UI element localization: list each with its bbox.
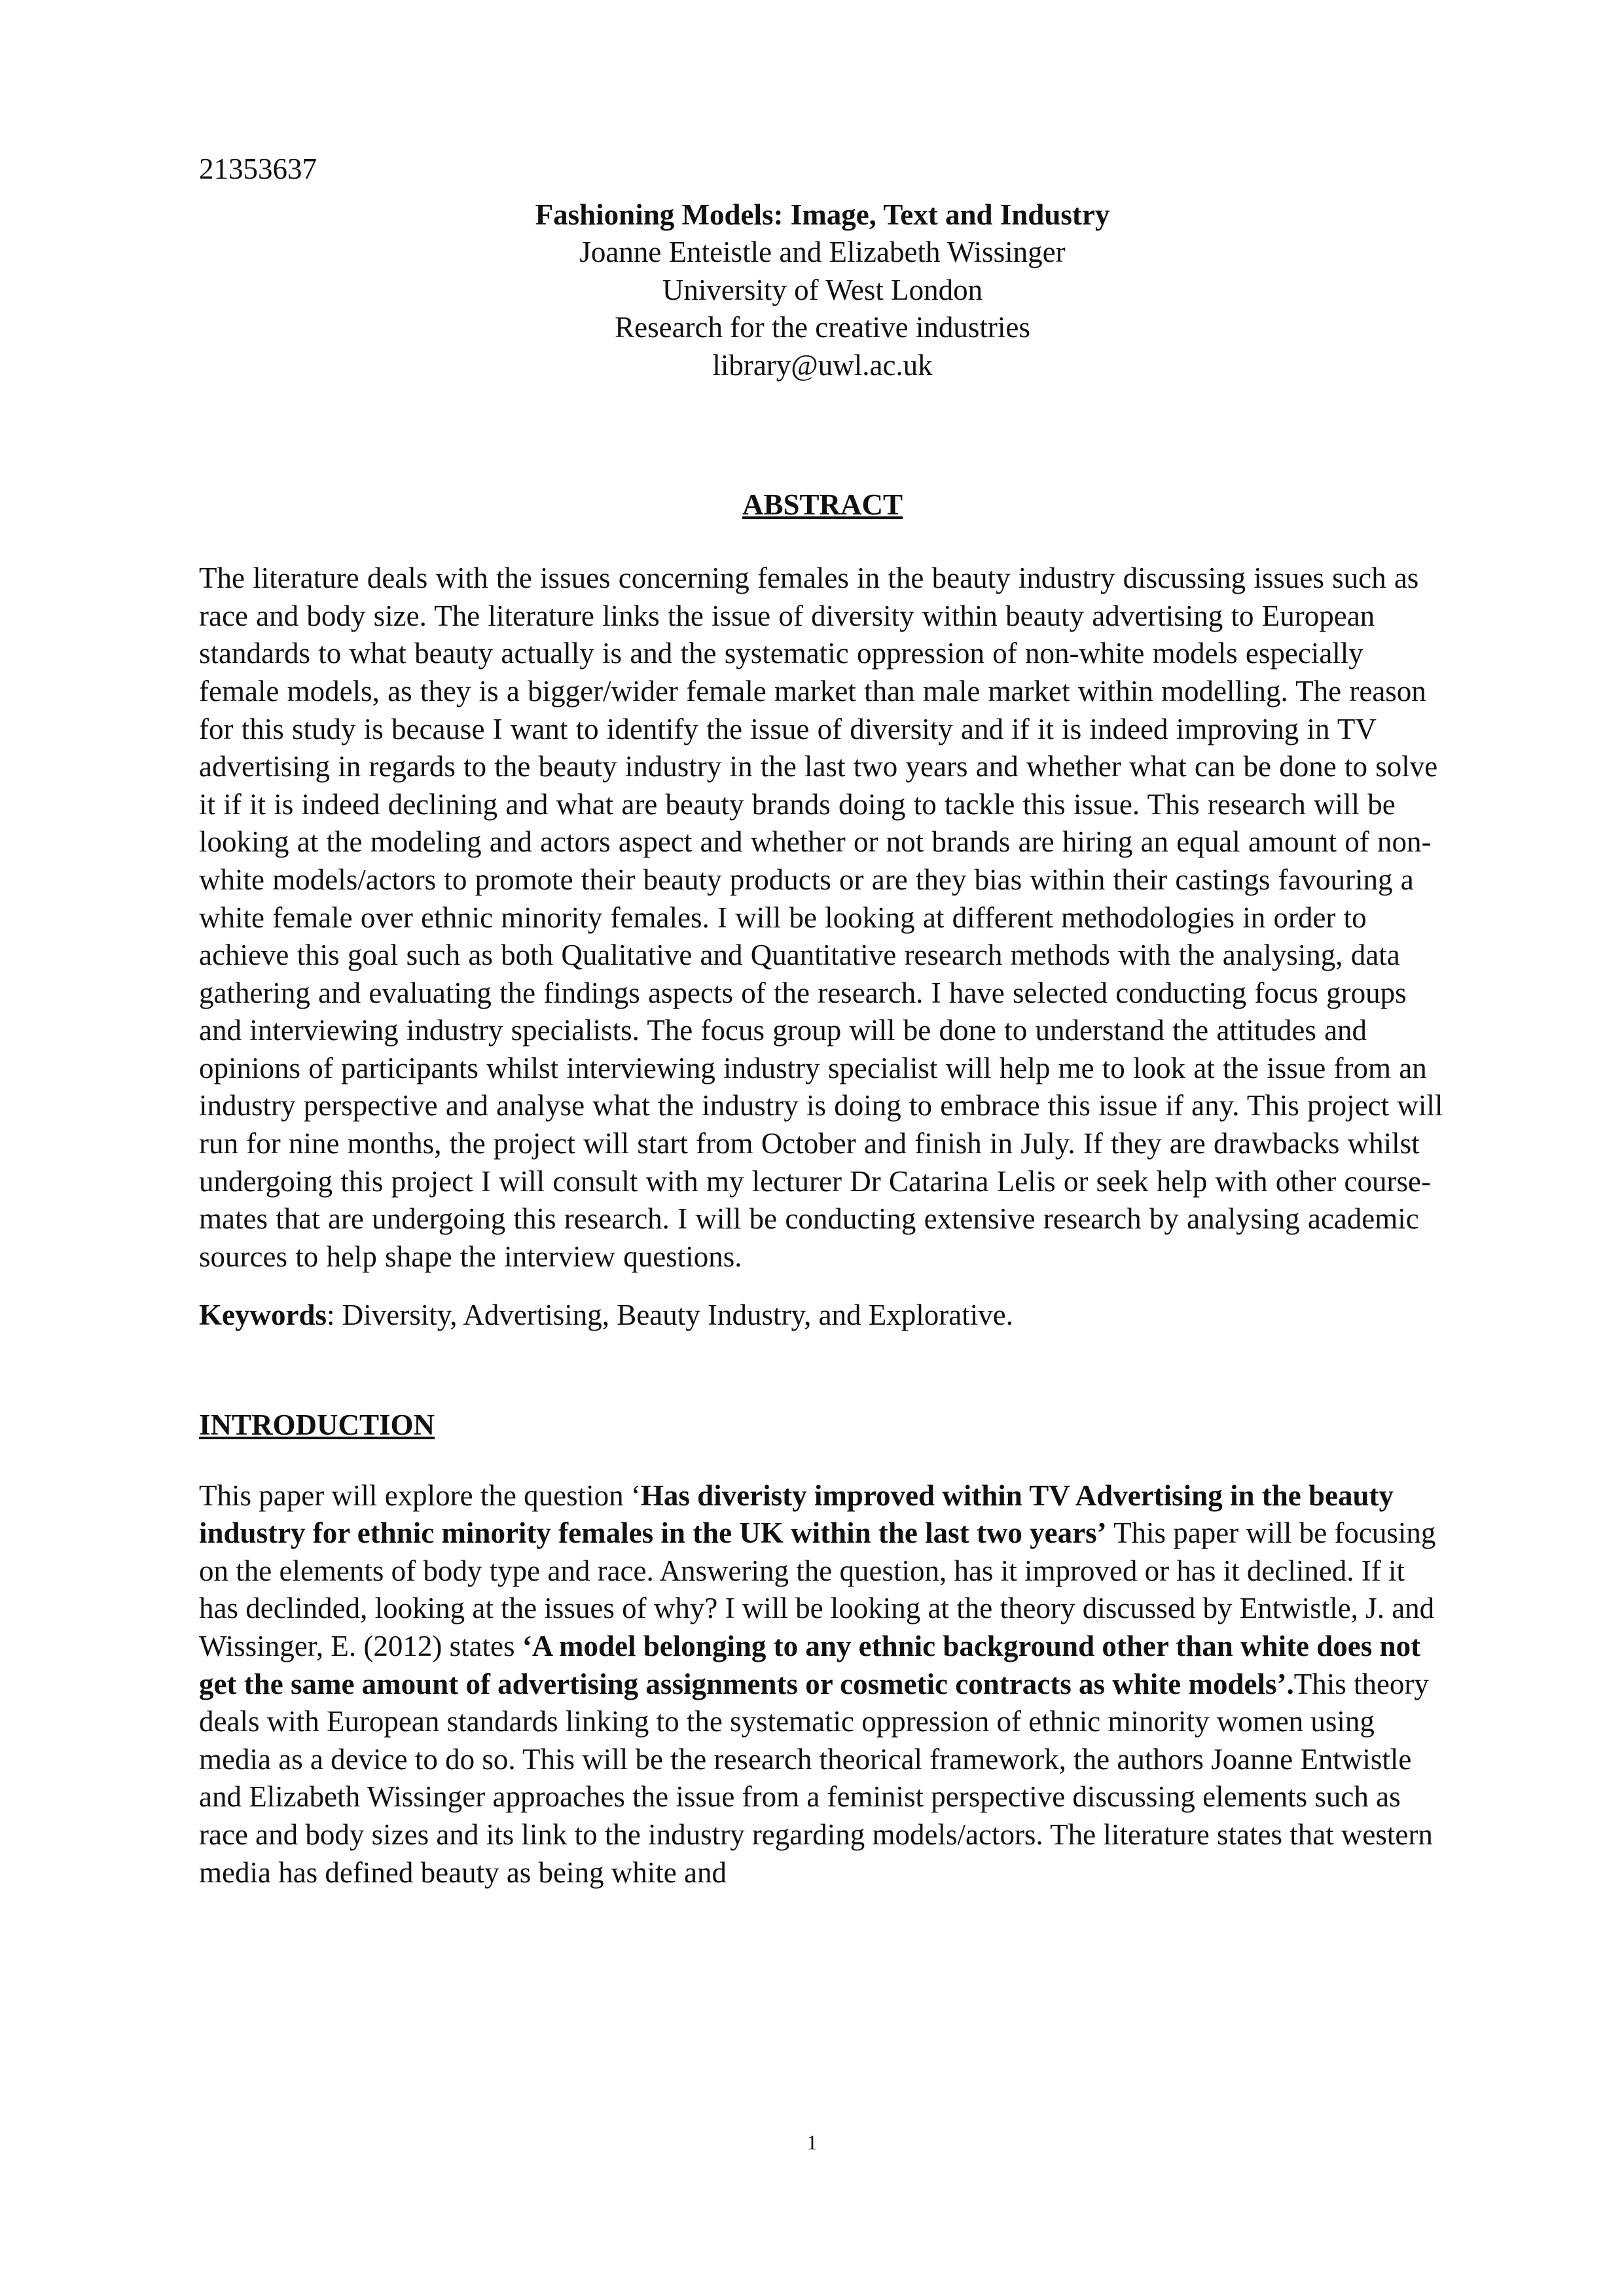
keywords-label: Keywords xyxy=(199,1299,327,1332)
theory-quote: ‘A model belonging to any ethnic background other than white does not get the same amount of advertising assignments or cosmetic contracts as white models’. xyxy=(199,1630,1421,1700)
intro-text-1: This paper will explore the question ‘ xyxy=(199,1479,641,1512)
title-block xyxy=(199,196,1446,385)
abstract-heading: ABSTRACT xyxy=(742,488,903,521)
introduction-heading: INTRODUCTION xyxy=(199,1408,435,1442)
page-content xyxy=(199,151,1446,1892)
paper-title: Fashioning Models: Image, Text and Industry xyxy=(535,198,1110,231)
page-number: 1 xyxy=(806,2130,818,2154)
intro-text-2: This paper will be focusing on the elements of body type and race. Answering the question, has it improved or has it declined. If it has declinded, looking at the issues of why? I will be looking at the theory discussed by Entwistle, J. and Wissinger, E. (2012) states xyxy=(199,1516,1436,1662)
research-question: Has diveristy improved within TV Advertising in the beauty industry for ethnic minority females in the UK within the last two years’ xyxy=(199,1479,1394,1550)
introduction-body xyxy=(199,1477,1446,1892)
intro-text-3: This theory deals with European standards linking to the systematic oppression of ethnic minority women using media as a device to do so. This will be the research theorical framework, the authors Joanne Entwistle and Elizabeth Wissinger approaches the issue from a feminist perspective discussing elements such as race and body sizes and its link to the industry regarding models/actors. The literature states that western media has defined beauty as being white and xyxy=(199,1667,1433,1889)
keywords xyxy=(199,1297,1446,1335)
department: Research for the creative industries xyxy=(615,311,1030,344)
abstract-body: The literature deals with the issues concerning females in the beauty industry discussing issues such as race and body size. The literature links the issue of diversity within beauty advertising to European standards to what beauty actually is and the systematic oppression of non-white models especially female models, as they is a bigger/wider female market than male market within modelling. The reason for this study is because I want to identify the issue of diversity and if it is indeed improving in TV advertising in regards to the beauty industry in the last two years and whether what can be done to solve it if it is indeed declining and what are beauty brands doing to tackle this issue. This research will be looking at the modeling and actors aspect and whether or not brands are hiring an equal amount of non-white models/actors to promote their beauty products or are they bias within their castings favouring a white female over ethnic minority females. I will be looking at different methodologies in order to achieve this goal such as both Qualitative and Quantitative research methods with the analysing, data gathering and evaluating the findings aspects of the research. I have selected conducting focus groups and interviewing industry specialists. The focus group will be done to understand the attitudes and opinions of participants whilst interviewing industry specialist will help me to look at the issue from an industry perspective and analyse what the industry is doing to embrace this issue if any. This project will run for nine months, the project will start from October and finish in July. If they are drawbacks whilst undergoing this project I will consult with my lecturer Dr Catarina Lelis or seek help with other course-mates that are undergoing this research. I will be conducting extensive research by analysing academic sources to help shape the interview questions. xyxy=(199,562,1443,1273)
institution: University of West London xyxy=(662,273,983,306)
keywords-text: : Diversity, Advertising, Beauty Industry, and Explorative. xyxy=(327,1299,1013,1332)
authors: Joanne Enteistle and Elizabeth Wissinger xyxy=(579,236,1066,269)
email: library@uwl.ac.uk xyxy=(712,348,933,382)
student-id: 21353637 xyxy=(199,152,317,185)
